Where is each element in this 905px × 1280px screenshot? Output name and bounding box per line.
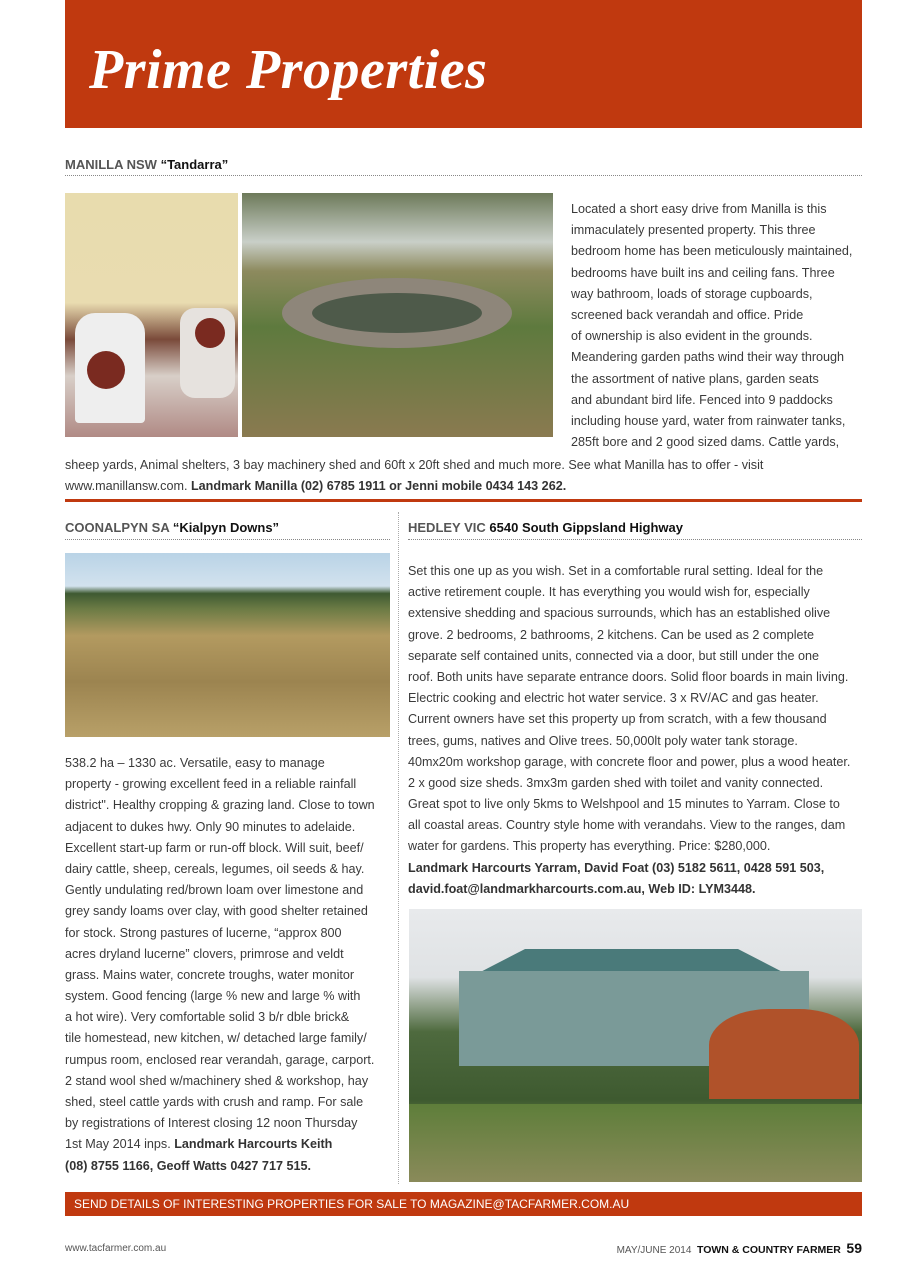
text-line: [65, 1113, 375, 1134]
text-normal: the assortment of native plans, garden seats: [571, 371, 819, 386]
text-line: [408, 561, 850, 582]
text-line: [571, 369, 852, 390]
text-line: [65, 817, 375, 838]
text-line: [65, 923, 375, 944]
text-normal: tile homestead, new kitchen, w/ detached large family/: [65, 1031, 367, 1046]
submission-banner: SEND DETAILS OF INTERESTING PROPERTIES FOR SALE TO MAGAZINE@TACFARMER.COM.AU: [65, 1192, 862, 1216]
text-normal: separate self contained units, connected via a door, but still under the one: [408, 648, 819, 663]
heading-location: HEDLEY VIC: [408, 520, 486, 535]
footer-issue-info: [617, 1240, 862, 1256]
coonalpyn-description: [65, 753, 375, 1177]
text-line: [65, 944, 375, 965]
text-normal: dairy cattle, sheep, cereals, legumes, oil seeds & hay.: [65, 861, 365, 876]
text-normal: trees, gums, natives and Olive trees. 50,000lt poly water tank storage.: [408, 733, 798, 748]
heading-name: “Tandarra”: [160, 157, 229, 172]
heading-location: MANILLA NSW: [65, 157, 157, 172]
text-normal: Great spot to live only 5kms to Welshpool and 15 minutes to Yarram. Close to: [408, 797, 840, 812]
divider: [65, 539, 390, 540]
text-normal: Electric cooking and electric hot water service. 3 x RV/AC and gas heater.: [408, 691, 819, 706]
text-normal: way bathroom, loads of storage cupboards,: [571, 286, 813, 301]
text-line: [571, 326, 852, 347]
text-line: [408, 709, 850, 730]
page-title: Prime Properties: [89, 39, 488, 101]
divider: [408, 539, 862, 540]
text-normal: system. Good fencing (large % new and large % with: [65, 989, 361, 1004]
text-line: [408, 667, 850, 688]
text-line: [408, 815, 850, 836]
contact-details: Landmark Manilla (02) 6785 1911 or Jenni mobile 0434 143 262.: [190, 479, 567, 494]
text-line: [571, 199, 852, 220]
heading-location: COONALPYN SA: [65, 520, 170, 535]
page-header-banner: [65, 0, 862, 128]
text-normal: 2 x good size sheds. 3mx3m garden shed with toilet and vanity connected.: [408, 775, 824, 790]
text-line: [65, 1007, 375, 1028]
text-line: [65, 1071, 375, 1092]
text-normal: Located a short easy drive from Manilla is this: [571, 202, 827, 216]
text-line: [408, 625, 850, 646]
text-line: [65, 1156, 375, 1177]
text-normal: roof. Both units have separate entrance doors. Solid floor boards in main living.: [408, 669, 849, 684]
footer-issue: MAY/JUNE 2014: [616, 1245, 692, 1256]
text-normal: 538.2 ha – 1330 ac. Versatile, easy to manage: [65, 756, 325, 770]
text-line: [65, 476, 763, 497]
text-line: [65, 859, 375, 880]
text-line: [65, 1028, 375, 1049]
text-normal: and abundant bird life. Fenced into 9 paddocks: [571, 392, 833, 407]
manilla-description: [571, 199, 852, 453]
text-line: [571, 284, 852, 305]
text-line: [408, 582, 850, 603]
text-normal: Gently undulating red/brown loam over limestone and: [65, 883, 364, 898]
text-normal: district". Healthy cropping & grazing land. Close to town: [65, 798, 375, 813]
text-normal: 40mx20m workshop garage, with concrete floor and power, plus a wood heater.: [408, 754, 851, 769]
text-line: [65, 965, 375, 986]
text-line: [571, 241, 852, 262]
text-line: [408, 731, 850, 752]
text-normal: active retirement couple. It has everything you would wish for, especially: [408, 585, 810, 600]
text-line: [408, 646, 850, 667]
text-line: [65, 795, 375, 816]
text-line: [571, 347, 852, 368]
footer-magazine: TOWN & COUNTRY FARMER: [696, 1244, 841, 1256]
garden-pond-photo: [242, 193, 553, 437]
contact-details: Landmark Harcourts Yarram, David Foat (03) 5182 5611, 0428 591 503,: [408, 860, 825, 875]
heading-name: “Kialpyn Downs”: [172, 520, 280, 535]
text-normal: shed, steel cattle yards with crush and ramp. For sale: [65, 1095, 364, 1109]
text-line: [571, 220, 852, 241]
text-line: [65, 901, 375, 922]
text-normal: by registrations of Interest closing 12 noon Thursday: [65, 1116, 358, 1131]
text-normal: Set this one up as you wish. Set in a comfortable rural setting. Ideal for the: [408, 564, 824, 578]
contact-details: (08) 8755 1166, Geoff Watts 0427 717 515.: [65, 1158, 311, 1173]
text-normal: water for gardens. This property has everything. Price: $280,000.: [408, 839, 771, 854]
text-normal: Current owners have set this property up from scratch, with a few thousand: [408, 712, 827, 727]
text-line: [408, 794, 850, 815]
text-normal: bedrooms have built ins and ceiling fans. Three: [571, 265, 835, 280]
text-normal: acres dryland lucerne” clovers, primrose and veldt: [65, 946, 344, 961]
manilla-description-continued: [65, 455, 763, 497]
text-normal: 285ft bore and 2 good sized dams. Cattle yards,: [571, 435, 840, 450]
text-normal: including house yard, water from rainwater tanks,: [571, 413, 846, 428]
hedley-description: [408, 561, 850, 900]
contact-details: david.foat@landmarkharcourts.com.au, Web ID: LYM3448.: [408, 881, 756, 896]
text-normal: grey sandy loams over clay, with good shelter retained: [65, 904, 368, 919]
text-normal: extensive shedding and spacious surrounds, which has an established olive: [408, 606, 831, 621]
text-line: [408, 752, 850, 773]
text-normal: for stock. Strong pastures of lucerne, “approx 800: [65, 925, 342, 940]
text-line: [65, 1134, 375, 1155]
house-photo: [409, 909, 862, 1182]
text-normal: 2 stand wool shed w/machinery shed & workshop, hay: [65, 1073, 369, 1088]
text-line: [408, 688, 850, 709]
text-line: [408, 858, 850, 879]
text-normal: grove. 2 bedrooms, 2 bathrooms, 2 kitchens. Can be used as 2 complete: [408, 627, 815, 642]
text-normal: Excellent start-up farm or run-off block. Will suit, beef/: [65, 840, 364, 855]
text-line: [571, 305, 852, 326]
text-line: [408, 836, 850, 857]
text-normal: 1st May 2014 inps.: [65, 1137, 175, 1152]
text-line: [65, 880, 375, 901]
text-normal: rumpus room, enclosed rear verandah, garage, carport.: [65, 1052, 375, 1067]
text-line: [408, 603, 850, 624]
hedley-heading: [408, 520, 683, 535]
text-line: [65, 1050, 375, 1071]
manilla-heading: [65, 157, 228, 172]
text-line: [571, 263, 852, 284]
text-normal: all coastal areas. Country style home with verandahs. View to the ranges, dam: [408, 818, 846, 833]
text-line: [65, 455, 763, 476]
text-line: [65, 753, 375, 774]
paddock-photo: [65, 553, 390, 737]
coonalpyn-heading: [65, 520, 279, 535]
footer-website: www.tacfarmer.com.au: [65, 1243, 167, 1254]
contact-details: Landmark Harcourts Keith: [174, 1137, 333, 1152]
page-number: 59: [846, 1240, 862, 1256]
text-normal: property - growing excellent feed in a reliable rainfall: [65, 777, 357, 792]
heading-name: 6540 South Gippsland Highway: [489, 520, 683, 535]
text-line: [65, 774, 375, 795]
text-normal: screened back verandah and office. Pride: [571, 307, 804, 322]
section-rule: [65, 499, 862, 502]
text-normal: of ownership is also evident in the grounds.: [571, 329, 813, 344]
text-normal: immaculately presented property. This three: [571, 223, 816, 238]
text-line: [65, 838, 375, 859]
text-normal: adjacent to dukes hwy. Only 90 minutes to adelaide.: [65, 819, 356, 834]
text-normal: bedroom home has been meticulously maintained,: [571, 244, 853, 259]
divider: [65, 175, 862, 176]
text-line: [571, 411, 852, 432]
text-line: [571, 432, 852, 453]
text-normal: www.manillansw.com.: [65, 479, 191, 494]
veranda-photo: [65, 193, 238, 437]
text-normal: Meandering garden paths wind their way through: [571, 350, 845, 365]
text-normal: grass. Mains water, concrete troughs, water monitor: [65, 967, 355, 982]
text-line: [408, 773, 850, 794]
text-line: [408, 879, 850, 900]
text-line: [65, 1092, 375, 1113]
text-normal: sheep yards, Animal shelters, 3 bay machinery shed and 60ft x 20ft shed and much more. See what Manilla has to offer - visit: [65, 458, 764, 472]
text-line: [571, 390, 852, 411]
text-line: [65, 986, 375, 1007]
column-divider: [398, 512, 399, 1184]
text-normal: a hot wire). Very comfortable solid 3 b/r dble brick&: [65, 1010, 350, 1025]
